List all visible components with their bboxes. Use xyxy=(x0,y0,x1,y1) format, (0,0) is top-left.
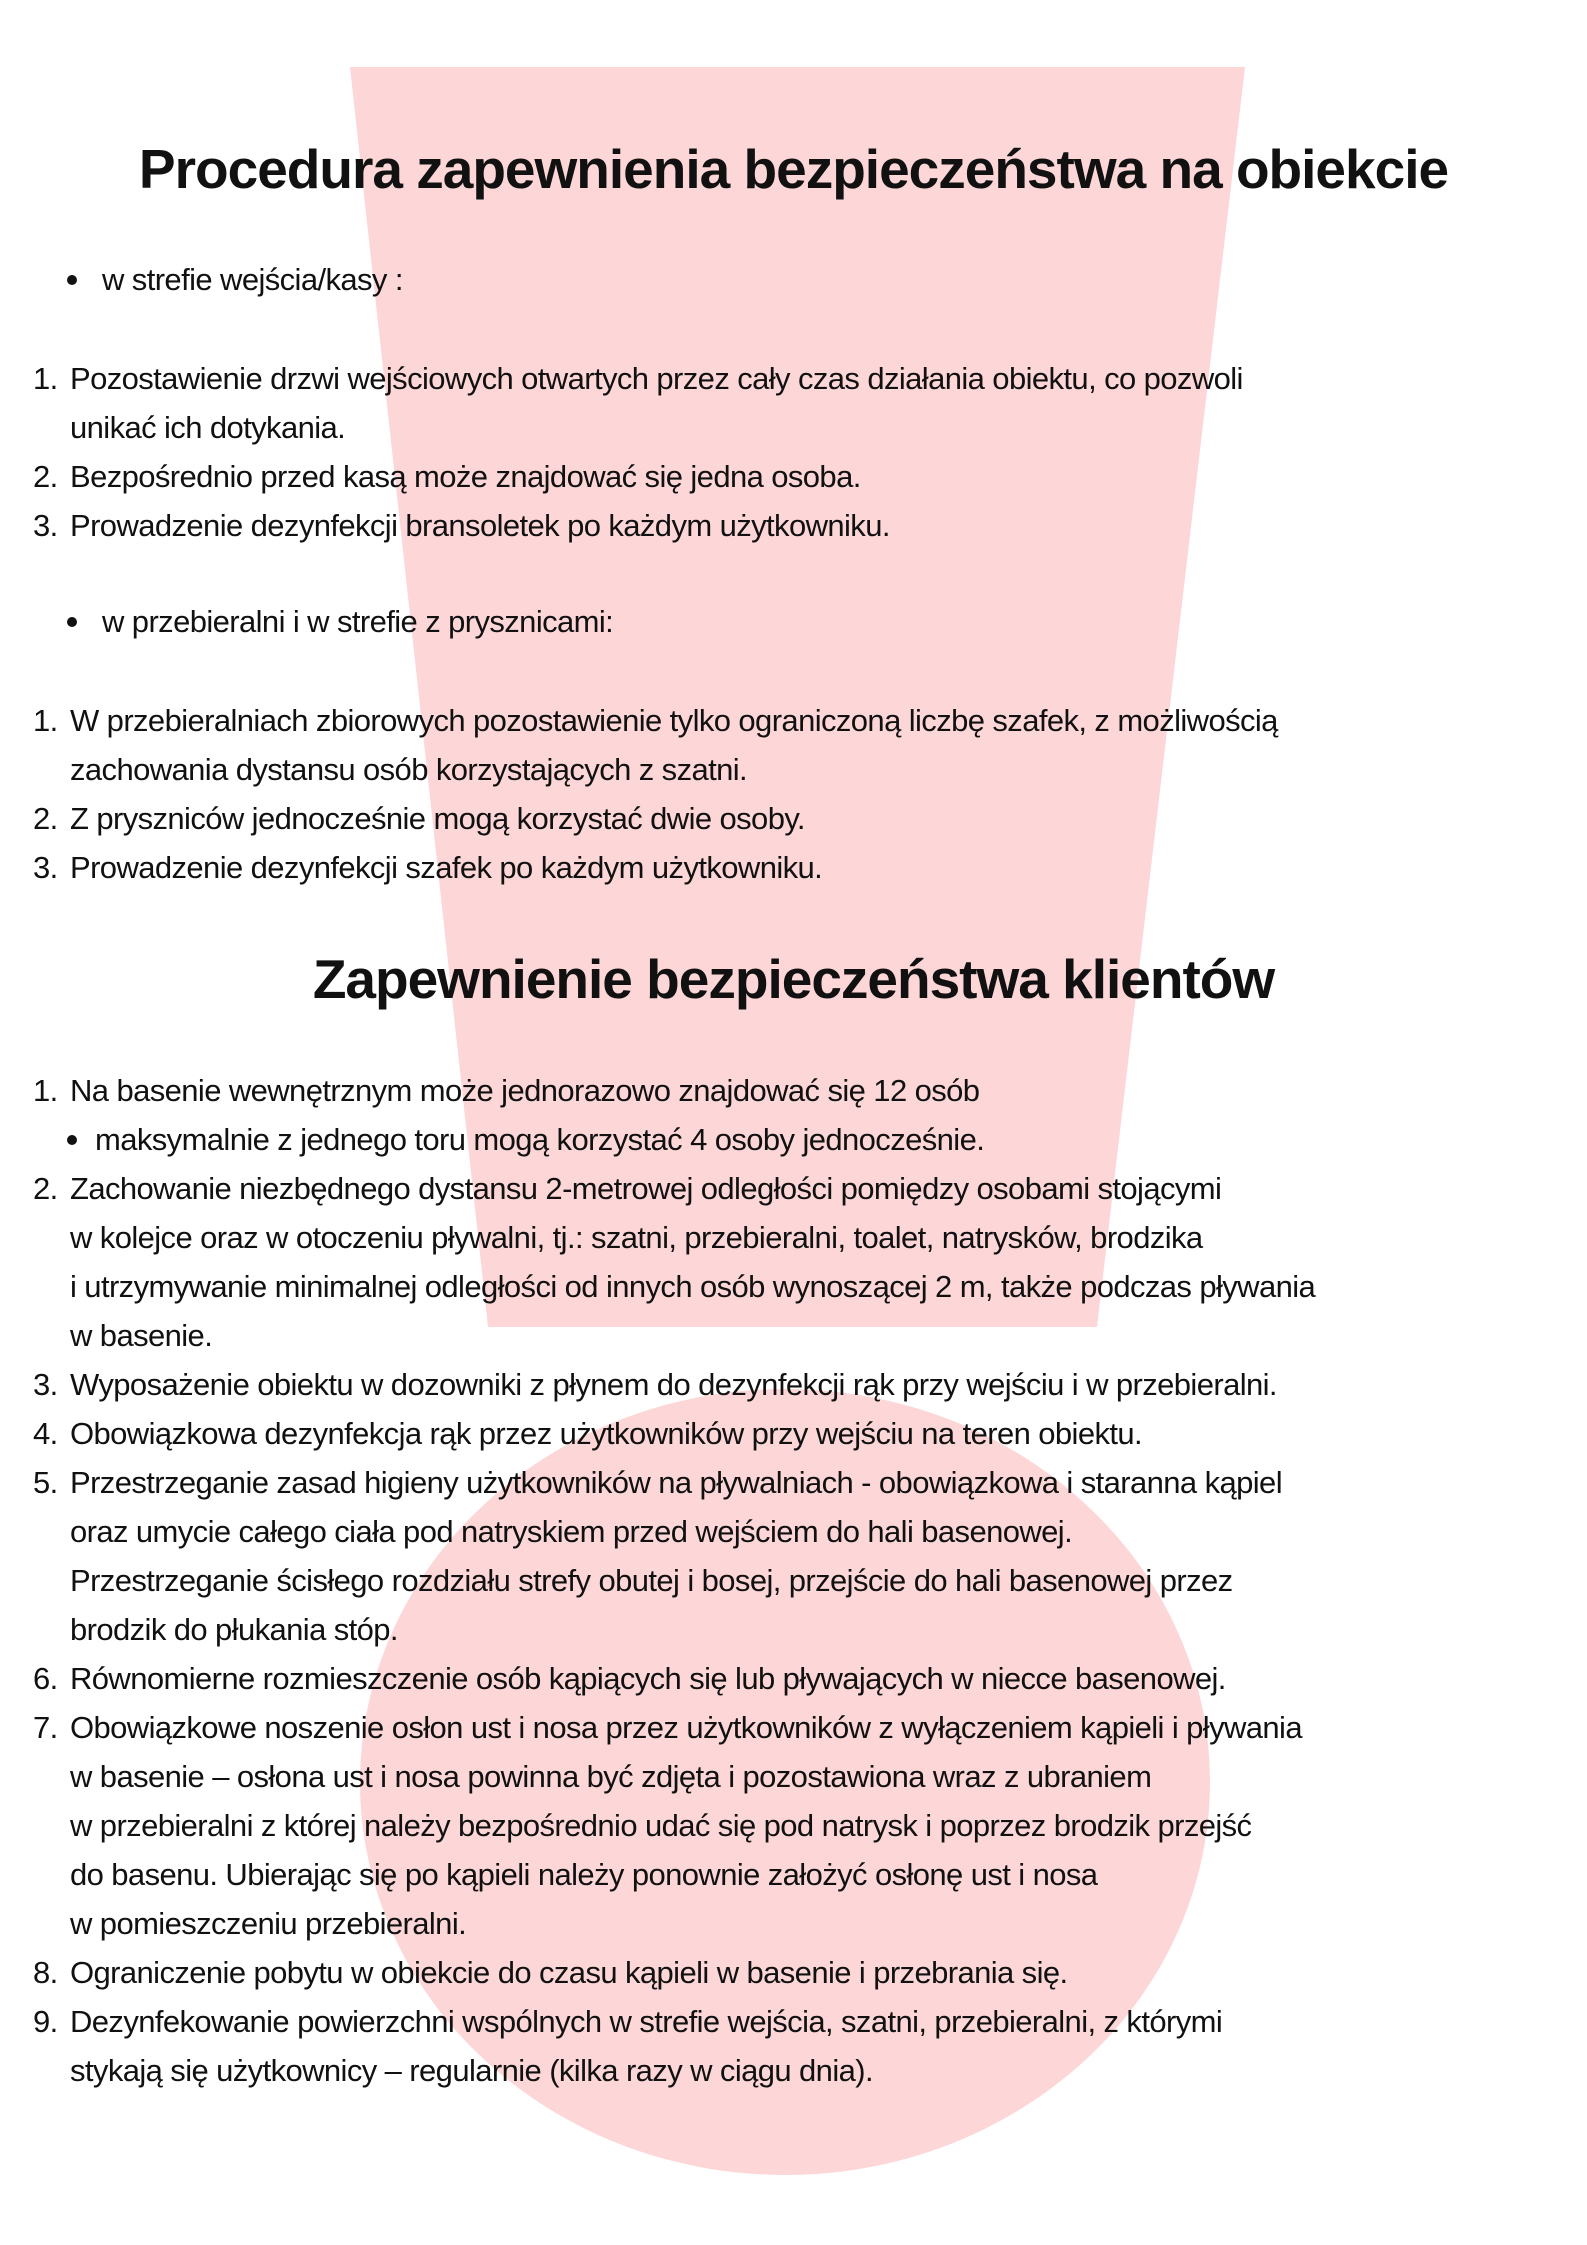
item-number: 3. xyxy=(33,1367,58,1402)
list-item-continuation xyxy=(0,1213,1587,1262)
item-line: w pomieszczeniu przebieralni. xyxy=(70,1906,467,1941)
changing-rooms-list xyxy=(0,696,1587,892)
item-line: Obowiązkowa dezynfekcja rąk przez użytkowników przy wejściu na teren obiektu. xyxy=(70,1416,1143,1451)
list-item xyxy=(0,1409,1587,1458)
item-line: Przestrzeganie zasad higieny użytkowników na pływalniach - obowiązkowa i staranna kąpiel xyxy=(70,1465,1282,1500)
bullet-icon xyxy=(67,1135,77,1145)
item-line: zachowania dystansu osób korzystających z szatni. xyxy=(70,752,748,787)
item-line: Z pryszniców jednocześnie mogą korzystać dwie osoby. xyxy=(70,801,805,836)
item-number: 5. xyxy=(33,1465,58,1500)
list-item xyxy=(0,696,1587,745)
item-number: 8. xyxy=(33,1955,58,1990)
item-number: 2. xyxy=(33,459,58,494)
list-item-continuation xyxy=(0,1311,1587,1360)
sub-item-line: maksymalnie z jednego toru mogą korzystać 4 osoby jednocześnie. xyxy=(95,1122,985,1157)
item-line: Wyposażenie obiektu w dozowniki z płynem do dezynfekcji rąk przy wejściu i w przebieralni. xyxy=(70,1367,1277,1402)
item-number: 3. xyxy=(33,850,58,885)
item-line: Prowadzenie dezynfekcji szafek po każdym użytkowniku. xyxy=(70,850,823,885)
client-safety-list xyxy=(0,1066,1587,2095)
item-line: oraz umycie całego ciała pod natryskiem przed wejściem do hali basenowej. xyxy=(70,1514,1073,1549)
item-line: Równomierne rozmieszczenie osób kąpiących się lub pływających w niecce basenowej. xyxy=(70,1661,1226,1696)
item-line: Pozostawienie drzwi wejściowych otwartych przez cały czas działania obiektu, co pozwoli xyxy=(70,361,1243,396)
item-line: do basenu. Ubierając się po kąpieli należy ponownie założyć osłonę ust i nosa xyxy=(70,1857,1098,1892)
item-line: Dezynfekowanie powierzchni wspólnych w strefie wejścia, szatni, przebieralni, z którymi xyxy=(70,2004,1223,2039)
list-item xyxy=(0,1164,1587,1213)
item-line: Prowadzenie dezynfekcji bransoletek po każdym użytkowniku. xyxy=(70,508,890,543)
item-line: i utrzymywanie minimalnej odległości od innych osób wynoszącej 2 m, także podczas pływania xyxy=(70,1269,1316,1304)
item-number: 2. xyxy=(33,801,58,836)
list-item xyxy=(0,1066,1587,1115)
item-line: stykają się użytkownicy – regularnie (kilka razy w ciągu dnia). xyxy=(70,2053,873,2088)
item-line: Ograniczenie pobytu w obiekcie do czasu kąpieli w basenie i przebrania się. xyxy=(70,1955,1068,1990)
list-item-continuation xyxy=(0,1801,1587,1850)
list-item xyxy=(0,452,1587,501)
item-line: Przestrzeganie ścisłego rozdziału strefy obutej i bosej, przejście do hali basenowej przez xyxy=(70,1563,1233,1598)
group-heading-changing-rooms xyxy=(0,597,1587,646)
item-number: 1. xyxy=(33,361,58,396)
item-line: Na basenie wewnętrznym może jednorazowo znajdować się 12 osób xyxy=(70,1073,980,1108)
group-heading-text: w przebieralni i w strefie z prysznicami: xyxy=(102,604,614,639)
list-item-continuation xyxy=(0,1850,1587,1899)
list-item-continuation xyxy=(0,2046,1587,2095)
item-line: w basenie. xyxy=(70,1318,213,1353)
item-line: brodzik do płukania stóp. xyxy=(70,1612,398,1647)
list-item-continuation xyxy=(0,1899,1587,1948)
list-item xyxy=(0,1948,1587,1997)
section1-title: Procedura zapewnienia bezpieczeństwa na obiekcie xyxy=(138,138,1449,200)
item-number: 4. xyxy=(33,1416,58,1451)
list-item xyxy=(0,1654,1587,1703)
list-item xyxy=(0,843,1587,892)
list-item-continuation xyxy=(0,1752,1587,1801)
list-item xyxy=(0,1703,1587,1752)
list-item xyxy=(0,794,1587,843)
group-heading-text: w strefie wejścia/kasy : xyxy=(102,262,403,297)
group-heading-row xyxy=(0,597,1587,646)
section2-title: Zapewnienie bezpieczeństwa klientów xyxy=(312,948,1275,1010)
bullet-icon xyxy=(67,617,77,627)
item-line: Obowiązkowe noszenie osłon ust i nosa przez użytkowników z wyłączeniem kąpieli i pływania xyxy=(70,1710,1302,1745)
list-item-continuation xyxy=(0,1556,1587,1605)
list-item xyxy=(0,1997,1587,2046)
group-heading-row xyxy=(0,255,1587,304)
item-number: 3. xyxy=(33,508,58,543)
list-item xyxy=(0,1360,1587,1409)
list-item xyxy=(0,1458,1587,1507)
list-item xyxy=(0,501,1587,550)
list-item-continuation xyxy=(0,1605,1587,1654)
list-item-continuation xyxy=(0,1262,1587,1311)
list-item xyxy=(0,354,1587,403)
sub-list-item xyxy=(0,1115,1587,1164)
item-line: unikać ich dotykania. xyxy=(70,410,346,445)
item-line: w przebieralni z której należy bezpośrednio udać się pod natrysk i poprzez brodzik przejść xyxy=(70,1808,1252,1843)
group-heading-entrance xyxy=(0,255,1587,304)
item-number: 2. xyxy=(33,1171,58,1206)
item-line: w basenie – osłona ust i nosa powinna być zdjęta i pozostawiona wraz z ubraniem xyxy=(70,1759,1152,1794)
list-item-continuation xyxy=(0,403,1587,452)
bullet-icon xyxy=(67,275,77,285)
item-number: 1. xyxy=(33,1073,58,1108)
item-line: Bezpośrednio przed kasą może znajdować się jedna osoba. xyxy=(70,459,861,494)
item-line: W przebieralniach zbiorowych pozostawienie tylko ograniczoną liczbę szafek, z możliwością xyxy=(70,703,1278,738)
item-number: 6. xyxy=(33,1661,58,1696)
entrance-list xyxy=(0,354,1587,550)
item-number: 7. xyxy=(33,1710,58,1745)
list-item-continuation xyxy=(0,745,1587,794)
list-item-continuation xyxy=(0,1507,1587,1556)
item-line: w kolejce oraz w otoczeniu pływalni, tj.: szatni, przebieralni, toalet, natrysków, brodzika xyxy=(70,1220,1203,1255)
item-line: Zachowanie niezbędnego dystansu 2-metrowej odległości pomiędzy osobami stojącymi xyxy=(70,1171,1222,1206)
item-number: 1. xyxy=(33,703,58,738)
item-number: 9. xyxy=(33,2004,58,2039)
